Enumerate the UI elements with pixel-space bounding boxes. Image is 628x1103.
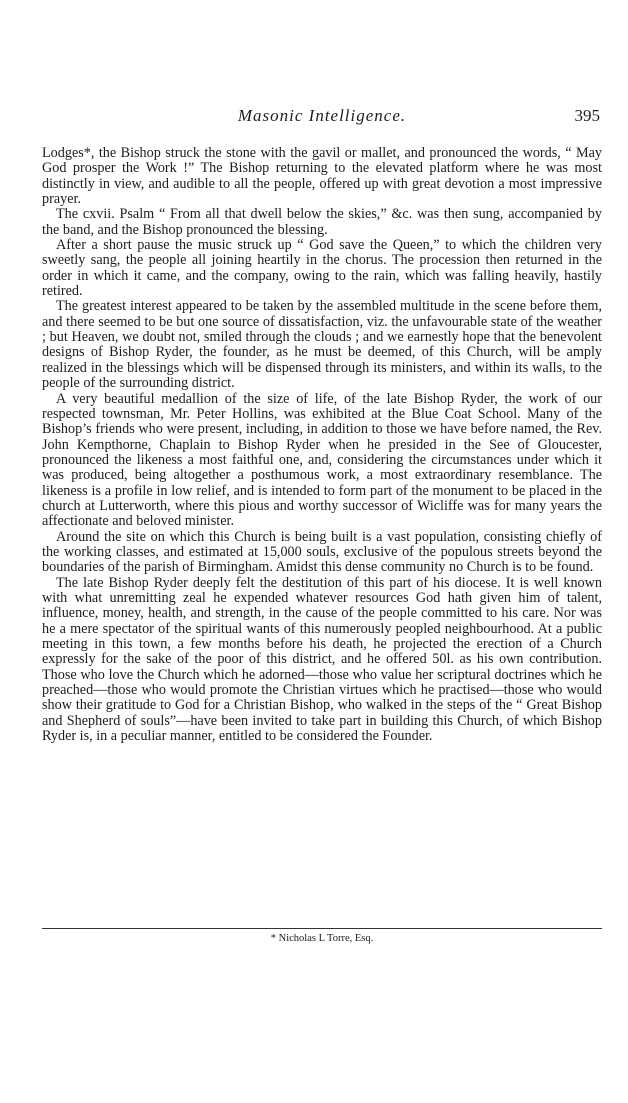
paragraph-7: The late Bishop Ryder deeply felt the destitution of this part of his diocese. It is well known with what unremitting zeal he expended whatever resources God hath given him of talent, influence, money, health, and strength, in the cause of the people committed to his care. Nor was he a mere spectator of the spiritual wants of this numerously peopled neighbourhood. At a public meeting in this town, a few months before his death, he projected the erection of a Church expressly for the sake of the poor of this district, and he offered 50l. as his own contribution. Those who love the Church which he adorned—those who value her scriptural doctrines which he preached—those who would promote the Christian virtues which he practised—those who would show their gratitude to God for a Christian Bishop, who walked in the steps of the “ Great Bishop and Shepherd of souls”—have been invited to take part in building this Church, of which Bishop Ryder is, in a peculiar manner, entitled to be considered the Founder. [42,574,602,745]
paragraph-4: The greatest interest appeared to be taken by the assembled multitude in the scene before them, and there seemed to be but one source of dissatisfaction, viz. the unfavourable state of the weather ; but Heaven, we doubt not, smiled through the clouds ; and we earnestly hope that the benevolent designs of Bishop Ryder, the founder, as he must be deemed, of this Church, will be amply realized in the blessings which will be dispensed through its ministers, and within its walls, to the people of the surrounding district. [42,298,602,392]
paragraph-5: A very beautiful medallion of the size of life, of the late Bishop Ryder, the work of our respected townsman, Mr. Peter Hollins, was exhibited at the Blue Coat School. Many of the Bishop’s friends who were present, including, in addition to those we have before named, the Rev. John Kempthorne, Chaplain to Bishop Ryder when he presided in the See of Gloucester, pronounced the likeness a most faithful one, and, considering the circumstances under which it was produced, being altogether a posthumous work, a most extraordinary resemblance. The likeness is a profile in low relief, and is intended to form part of the monument to be placed in the church at Lutterworth, where this pious and worthy successor of Wicliffe was for many years the affectionate and beloved minister. [42,390,602,530]
paragraph-3: After a short pause the music struck up “ God save the Queen,” to which the children very sweetly sang, the people all joining heartily in the chorus. The procession then returned in the order in which it came, and the company, owing to the rain, which was falling heavily, hastily retired. [42,237,602,300]
page-number: 395 [574,106,600,125]
footnote-rule [42,928,602,929]
page-header [42,106,602,132]
paragraph-6: Around the site on which this Church is being built is a vast population, consisting chiefly of the working classes, and estimated at 15,000 souls, exclusive of the populous streets beyond the boundaries of the parish of Birmingham. Amidst this dense community no Church is to be found. [42,528,602,576]
footnote: * Nicholas L Torre, Esq. [270,933,374,944]
paragraph-2: The cxvii. Psalm “ From all that dwell below the skies,” &c. was then sung, accompanied by the band, and the Bishop pronounced the blessing. [42,206,602,238]
running-title: Masonic Intelligence. [237,106,407,125]
article-body [42,146,602,744]
paragraph-1: Lodges*, the Bishop struck the stone with the gavil or mallet, and pronounced the words, “ May God prosper the Work !” The Bishop returning to the elevated platform where he was most distinctly in view, and audible to all the people, offered up with great devotion a most impressive prayer. [42,145,602,208]
